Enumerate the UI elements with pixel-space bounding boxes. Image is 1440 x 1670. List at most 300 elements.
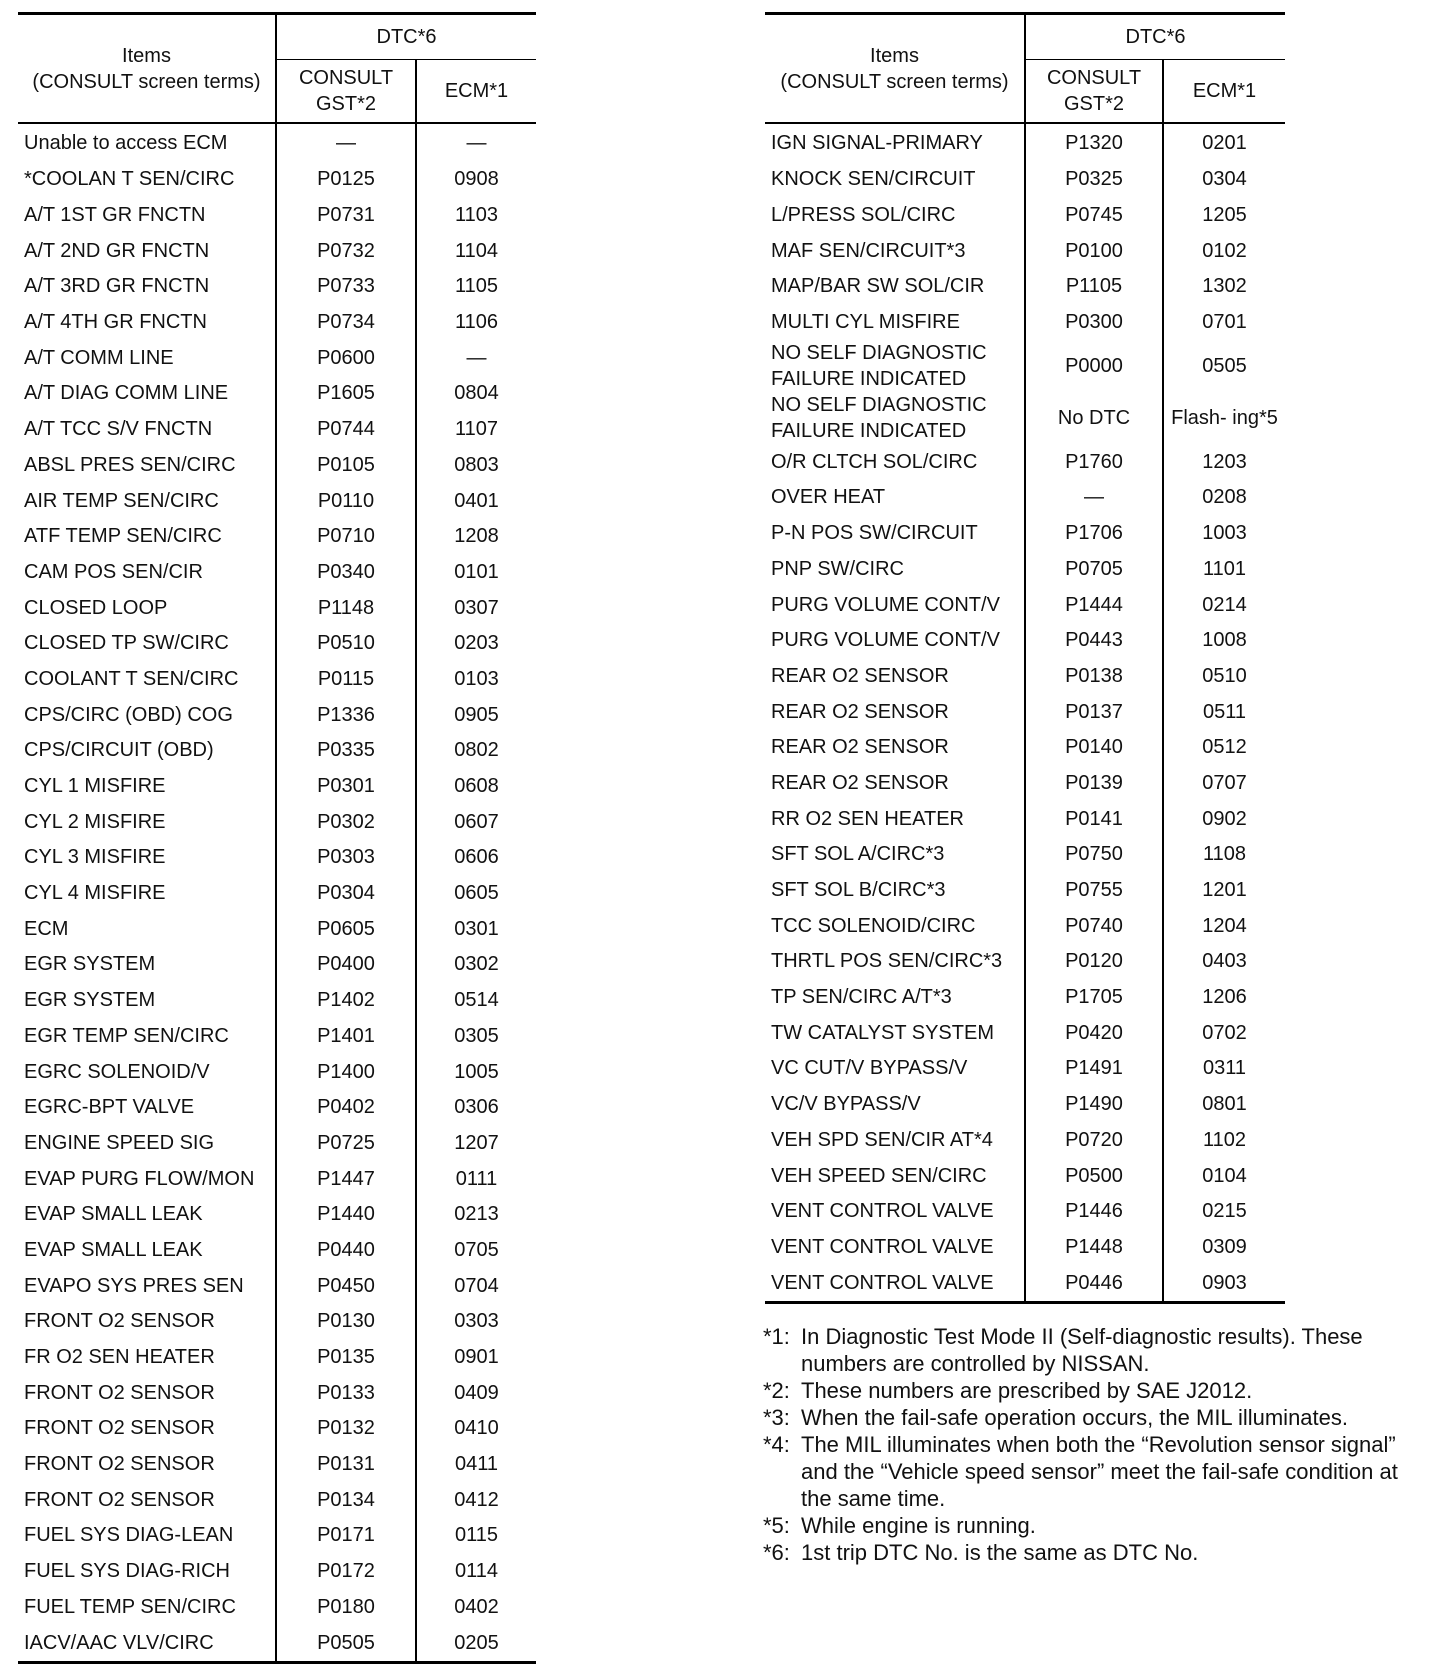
item-cell: A/T 3RD GR FNCTN: [18, 269, 276, 305]
item-cell: VENT CONTROL VALVE: [765, 1194, 1025, 1230]
table-row: [18, 1233, 536, 1269]
item-cell: PURG VOLUME CONT/V: [765, 623, 1025, 659]
footnote: [763, 1377, 1423, 1404]
table-row: [18, 1590, 536, 1626]
consult-gst-cell: —: [276, 123, 416, 162]
item-cell: EGRC SOLENOID/V: [18, 1054, 276, 1090]
ecm-cell: 1207: [454, 1131, 499, 1154]
ecm-cell: 0307: [454, 596, 499, 619]
table-row: [765, 198, 1285, 234]
consult-gst-cell: P0605: [276, 911, 416, 947]
item-cell: CAM POS SEN/CIR: [18, 555, 276, 591]
consult-gst-cell: P1400: [276, 1054, 416, 1090]
consult-gst-cell: P0131: [276, 1447, 416, 1483]
table-row: [765, 1230, 1285, 1266]
ecm-cell: 0804: [454, 382, 499, 405]
ecm-header: ECM*1: [416, 60, 536, 124]
consult-gst-cell: P0440: [276, 1233, 416, 1269]
consult-gst-cell: P0105: [276, 448, 416, 484]
ecm-cell: 1107: [455, 418, 499, 441]
table-row: [18, 1411, 536, 1447]
ecm-cell: 1204: [1202, 914, 1247, 937]
ecm-cell: 0101: [454, 560, 499, 583]
items-header: Items (CONSULT screen terms): [765, 14, 1025, 124]
ecm-cell: 0213: [454, 1203, 499, 1226]
consult-gst-cell: P0180: [276, 1590, 416, 1626]
table-row: [765, 766, 1285, 802]
item-cell: VC CUT/V BYPASS/V: [765, 1051, 1025, 1087]
consult-gst-cell: P0132: [276, 1411, 416, 1447]
table-row: [765, 1158, 1285, 1194]
table-row: [765, 587, 1285, 623]
consult-gst-cell: P0740: [1025, 908, 1163, 944]
footnote-text: When the fail-safe operation occurs, the MIL illuminates.: [801, 1405, 1349, 1430]
table-row: [18, 1375, 536, 1411]
ecm-cell: 0301: [454, 917, 499, 940]
item-cell: PNP SW/CIRC: [765, 552, 1025, 588]
item-cell: Unable to access ECM: [18, 123, 276, 162]
consult-gst-cell: P0125: [276, 162, 416, 198]
consult-gst-cell: P1336: [276, 697, 416, 733]
consult-gst-cell: P1401: [276, 1019, 416, 1055]
item-cell: A/T 1ST GR FNCTN: [18, 198, 276, 234]
ecm-cell: 0402: [454, 1595, 499, 1618]
ecm-cell: 0608: [454, 775, 499, 798]
consult-gst-cell: P0755: [1025, 873, 1163, 909]
ecm-cell: 1106: [455, 311, 499, 334]
consult-gst-cell: P0110: [276, 483, 416, 519]
item-cell: IACV/AAC VLV/CIRC: [18, 1625, 276, 1662]
ecm-cell: 0201: [1202, 131, 1247, 154]
item-cell: CPS/CIRCUIT (OBD): [18, 733, 276, 769]
consult-gst-cell: P0335: [276, 733, 416, 769]
item-cell: REAR O2 SENSOR: [765, 766, 1025, 802]
item-cell: VEH SPD SEN/CIR AT*4: [765, 1123, 1025, 1159]
item-cell: SFT SOL B/CIRC*3: [765, 873, 1025, 909]
item-cell: EVAPO SYS PRES SEN: [18, 1268, 276, 1304]
ecm-cell: 0701: [1202, 311, 1247, 334]
table-row: [18, 1482, 536, 1518]
item-cell: VEH SPEED SEN/CIRC: [765, 1158, 1025, 1194]
ecm-cell: 1206: [1202, 986, 1247, 1009]
consult-gst-cell: P0744: [276, 412, 416, 448]
consult-gst-cell: P1320: [1025, 123, 1163, 162]
ecm-cell: 0606: [454, 846, 499, 869]
ecm-cell: 0605: [454, 882, 499, 905]
table-row: [18, 162, 536, 198]
consult-gst-cell: P1444: [1025, 587, 1163, 623]
ecm-cell: 0309: [1202, 1235, 1247, 1258]
item-cell: EGR TEMP SEN/CIRC: [18, 1019, 276, 1055]
consult-gst-cell: P0172: [276, 1554, 416, 1590]
table-row: [18, 1126, 536, 1162]
table-row: [18, 269, 536, 305]
consult-gst-cell: P0710: [276, 519, 416, 555]
consult-gst-cell: P0500: [1025, 1158, 1163, 1194]
table-row: [18, 340, 536, 376]
table-row: [18, 1340, 536, 1376]
item-cell: FRONT O2 SENSOR: [18, 1482, 276, 1518]
consult-gst-cell: P0120: [1025, 944, 1163, 980]
ecm-cell: 0802: [454, 739, 499, 762]
ecm-cell: 0707: [1202, 771, 1247, 794]
consult-gst-cell: P0725: [276, 1126, 416, 1162]
consult-gst-cell: P0402: [276, 1090, 416, 1126]
table-row: [18, 840, 536, 876]
consult-gst-cell: P0720: [1025, 1123, 1163, 1159]
consult-gst-cell: P0340: [276, 555, 416, 591]
consult-gst-cell: P1105: [1025, 269, 1163, 305]
consult-gst-cell: P0171: [276, 1518, 416, 1554]
consult-gst-cell: P1446: [1025, 1194, 1163, 1230]
consult-gst-cell: P1760: [1025, 444, 1163, 480]
item-cell: TCC SOLENOID/CIRC: [765, 908, 1025, 944]
item-cell: ABSL PRES SEN/CIRC: [18, 448, 276, 484]
footnote-mark: *3:: [763, 1405, 790, 1430]
item-cell: OVER HEAT: [765, 480, 1025, 516]
item-cell: ATF TEMP SEN/CIRC: [18, 519, 276, 555]
item-cell: A/T TCC S/V FNCTN: [18, 412, 276, 448]
item-cell: A/T DIAG COMM LINE: [18, 376, 276, 412]
table-row: [18, 483, 536, 519]
ecm-cell: 0114: [455, 1560, 499, 1583]
table-row: [18, 123, 536, 162]
consult-gst-cell: P0446: [1025, 1265, 1163, 1302]
consult-gst-cell: P0300: [1025, 305, 1163, 341]
table-row: [18, 947, 536, 983]
consult-gst-cell: P0325: [1025, 162, 1163, 198]
consult-gst-cell: P0734: [276, 305, 416, 341]
item-cell: CLOSED LOOP: [18, 590, 276, 626]
consult-gst-cell: P0139: [1025, 766, 1163, 802]
item-cell: PURG VOLUME CONT/V: [765, 587, 1025, 623]
consult-gst-cell: P0420: [1025, 1015, 1163, 1051]
table-row: [18, 911, 536, 947]
footnotes: [763, 1323, 1423, 1566]
item-cell: CLOSED TP SW/CIRC: [18, 626, 276, 662]
consult-gst-cell: P0115: [276, 662, 416, 698]
consult-gst-cell: P0304: [276, 876, 416, 912]
table-row: [765, 1087, 1285, 1123]
table-row: [18, 1447, 536, 1483]
item-cell: THRTL POS SEN/CIRC*3: [765, 944, 1025, 980]
item-cell: AIR TEMP SEN/CIRC: [18, 483, 276, 519]
table-row: [765, 516, 1285, 552]
table-row: [765, 305, 1285, 341]
consult-gst-cell: P0134: [276, 1482, 416, 1518]
ecm-cell: 0512: [1202, 736, 1247, 759]
consult-gst-cell: P0138: [1025, 659, 1163, 695]
table-row: [18, 983, 536, 1019]
item-cell: FUEL TEMP SEN/CIRC: [18, 1590, 276, 1626]
table-row: [765, 1194, 1285, 1230]
consult-gst-cell: P1448: [1025, 1230, 1163, 1266]
footnote: [763, 1539, 1423, 1566]
table-row: [18, 1268, 536, 1304]
item-cell: CYL 1 MISFIRE: [18, 769, 276, 805]
ecm-cell: 0411: [455, 1453, 499, 1476]
ecm-cell: 1102: [1203, 1128, 1247, 1151]
ecm-cell: 0115: [455, 1524, 499, 1547]
consult-gst-cell: P1706: [1025, 516, 1163, 552]
table-row: [765, 908, 1285, 944]
consult-gst-cell: P0140: [1025, 730, 1163, 766]
item-cell: *COOLAN T SEN/CIRC: [18, 162, 276, 198]
ecm-cell: 0111: [455, 1167, 498, 1190]
ecm-cell: 0208: [1202, 486, 1247, 509]
table-row: [765, 269, 1285, 305]
table-row: [18, 1161, 536, 1197]
consult-gst-cell: P0705: [1025, 552, 1163, 588]
table-row: [765, 944, 1285, 980]
item-cell: ENGINE SPEED SIG: [18, 1126, 276, 1162]
ecm-cell: 0510: [1202, 664, 1247, 687]
ecm-cell: 0103: [454, 667, 499, 690]
table-row: [765, 1123, 1285, 1159]
item-cell: FRONT O2 SENSOR: [18, 1447, 276, 1483]
dtc-table-left: [18, 12, 536, 1664]
table-row: [18, 555, 536, 591]
ecm-cell: 0908: [454, 168, 499, 191]
ecm-cell: 0304: [1202, 168, 1247, 191]
item-cell: EVAP SMALL LEAK: [18, 1233, 276, 1269]
consult-gst-cell: P0130: [276, 1304, 416, 1340]
table-row: [765, 444, 1285, 480]
consult-gst-cell: P1490: [1025, 1087, 1163, 1123]
item-cell: NO SELF DIAGNOSTIC FAILURE INDICATED: [765, 340, 1025, 392]
ecm-cell: 0511: [1203, 700, 1247, 723]
ecm-cell: 0704: [454, 1274, 499, 1297]
ecm-cell: 1108: [1203, 843, 1247, 866]
footnote-mark: *4:: [763, 1432, 790, 1457]
consult-gst-cell: P0302: [276, 804, 416, 840]
item-cell: KNOCK SEN/CIRCUIT: [765, 162, 1025, 198]
item-cell: MULTI CYL MISFIRE: [765, 305, 1025, 341]
ecm-cell: 1103: [455, 204, 499, 227]
consult-gst-cell: P0600: [276, 340, 416, 376]
table-row: [18, 769, 536, 805]
items-header: Items (CONSULT screen terms): [18, 14, 276, 124]
ecm-cell: 0409: [454, 1381, 499, 1404]
ecm-cell: 1005: [454, 1060, 499, 1083]
consult-gst-header: CONSULT GST*2: [1025, 60, 1163, 124]
item-cell: IGN SIGNAL-PRIMARY: [765, 123, 1025, 162]
item-cell: CYL 2 MISFIRE: [18, 804, 276, 840]
table-row: [18, 1518, 536, 1554]
item-cell: VENT CONTROL VALVE: [765, 1230, 1025, 1266]
item-cell: EVAP SMALL LEAK: [18, 1197, 276, 1233]
item-cell: CYL 3 MISFIRE: [18, 840, 276, 876]
table-row: [765, 392, 1285, 444]
consult-gst-header: CONSULT GST*2: [276, 60, 416, 124]
item-cell: FRONT O2 SENSOR: [18, 1411, 276, 1447]
table-row: [18, 1625, 536, 1662]
consult-gst-cell: P0000: [1025, 340, 1163, 392]
ecm-cell: 0801: [1202, 1093, 1247, 1116]
footnote-text: While engine is running.: [801, 1513, 1036, 1538]
table-row: [765, 873, 1285, 909]
item-cell: EGR SYSTEM: [18, 983, 276, 1019]
item-cell: A/T COMM LINE: [18, 340, 276, 376]
item-cell: VC/V BYPASS/V: [765, 1087, 1025, 1123]
table-row: [18, 519, 536, 555]
ecm-cell: 1105: [455, 275, 499, 298]
item-cell: REAR O2 SENSOR: [765, 659, 1025, 695]
dtc-table-right-body: [765, 123, 1285, 1302]
ecm-cell: 0902: [1202, 807, 1247, 830]
item-cell: A/T 4TH GR FNCTN: [18, 305, 276, 341]
table-row: [18, 1090, 536, 1126]
item-cell: SFT SOL A/CIRC*3: [765, 837, 1025, 873]
ecm-cell: 0412: [454, 1488, 499, 1511]
ecm-cell: 0302: [454, 953, 499, 976]
ecm-cell: 1101: [1203, 557, 1247, 580]
footnote-mark: *6:: [763, 1540, 790, 1565]
table-row: [18, 697, 536, 733]
consult-gst-cell: P1605: [276, 376, 416, 412]
ecm-cell: 0403: [1202, 950, 1247, 973]
ecm-cell: 1008: [1202, 629, 1247, 652]
item-cell: A/T 2ND GR FNCTN: [18, 233, 276, 269]
consult-gst-cell: P0141: [1025, 801, 1163, 837]
consult-gst-cell: P0400: [276, 947, 416, 983]
footnote: [763, 1404, 1423, 1431]
table-row: [765, 980, 1285, 1016]
ecm-cell: 0903: [1163, 1265, 1285, 1302]
consult-gst-cell: P0731: [276, 198, 416, 234]
item-cell: NO SELF DIAGNOSTIC FAILURE INDICATED: [765, 392, 1025, 444]
consult-gst-cell: P0137: [1025, 694, 1163, 730]
ecm-cell: 0311: [1203, 1057, 1247, 1080]
footnote: [763, 1323, 1423, 1377]
item-cell: FRONT O2 SENSOR: [18, 1304, 276, 1340]
table-row: [18, 590, 536, 626]
item-cell: FUEL SYS DIAG-RICH: [18, 1554, 276, 1590]
consult-gst-cell: P0443: [1025, 623, 1163, 659]
ecm-cell: 0901: [454, 1346, 499, 1369]
ecm-cell: 1208: [454, 525, 499, 548]
table-row: [18, 198, 536, 234]
item-cell: EVAP PURG FLOW/MON: [18, 1161, 276, 1197]
consult-gst-cell: P1402: [276, 983, 416, 1019]
table-row: [18, 733, 536, 769]
consult-gst-cell: P1447: [276, 1161, 416, 1197]
ecm-cell: 0410: [454, 1417, 499, 1440]
ecm-cell: 1201: [1202, 879, 1247, 902]
consult-gst-cell: P0510: [276, 626, 416, 662]
table-row: [18, 233, 536, 269]
table-row: [18, 376, 536, 412]
footnote-text: These numbers are prescribed by SAE J2012.: [801, 1378, 1253, 1403]
ecm-cell: 1003: [1202, 522, 1247, 545]
ecm-cell: 0214: [1202, 593, 1247, 616]
ecm-cell: —: [466, 131, 487, 154]
footnote-text: The MIL illuminates when both the “Revolution sensor signal” and the “Vehicle speed sensor” meet the fail-safe condition at the same time.: [801, 1432, 1398, 1511]
ecm-cell: 0514: [454, 989, 499, 1012]
item-cell: REAR O2 SENSOR: [765, 730, 1025, 766]
item-cell: O/R CLTCH SOL/CIRC: [765, 444, 1025, 480]
consult-gst-cell: No DTC: [1025, 392, 1163, 444]
item-cell: MAF SEN/CIRCUIT*3: [765, 233, 1025, 269]
item-cell: ECM: [18, 911, 276, 947]
table-row: [18, 1054, 536, 1090]
consult-gst-cell: P0301: [276, 769, 416, 805]
ecm-cell: 0705: [454, 1238, 499, 1261]
dtc-table-left-body: [18, 123, 536, 1662]
table-row: [765, 123, 1285, 162]
table-row: [18, 1554, 536, 1590]
ecm-cell: 1104: [455, 239, 499, 262]
ecm-cell: 1302: [1202, 275, 1247, 298]
consult-gst-cell: P0505: [276, 1625, 416, 1662]
consult-gst-cell: P0732: [276, 233, 416, 269]
ecm-cell: 0306: [454, 1096, 499, 1119]
ecm-cell: 0702: [1202, 1021, 1247, 1044]
table-row: [18, 1304, 536, 1340]
item-cell: P-N POS SW/CIRCUIT: [765, 516, 1025, 552]
consult-gst-cell: P0450: [276, 1268, 416, 1304]
table-row: [765, 801, 1285, 837]
ecm-cell: 0203: [454, 632, 499, 655]
consult-gst-cell: P0133: [276, 1375, 416, 1411]
table-row: [18, 876, 536, 912]
ecm-cell: 0102: [1202, 239, 1247, 262]
item-cell: EGR SYSTEM: [18, 947, 276, 983]
consult-gst-cell: P0733: [276, 269, 416, 305]
item-cell: FUEL SYS DIAG-LEAN: [18, 1518, 276, 1554]
item-cell: COOLANT T SEN/CIRC: [18, 662, 276, 698]
footnote-mark: *2:: [763, 1378, 790, 1403]
consult-gst-cell: P0135: [276, 1340, 416, 1376]
ecm-cell: 0215: [1202, 1200, 1247, 1223]
item-cell: L/PRESS SOL/CIRC: [765, 198, 1025, 234]
ecm-cell: 0607: [454, 810, 499, 833]
item-cell: FR O2 SEN HEATER: [18, 1340, 276, 1376]
table-row: [18, 804, 536, 840]
ecm-cell: 0905: [454, 703, 499, 726]
dtc-group-header: DTC*6: [276, 14, 536, 60]
consult-gst-cell: —: [1025, 480, 1163, 516]
table-row: [18, 448, 536, 484]
table-row: [18, 305, 536, 341]
ecm-cell: 0401: [454, 489, 499, 512]
ecm-cell: 0305: [454, 1024, 499, 1047]
table-row: [765, 552, 1285, 588]
table-row: [765, 162, 1285, 198]
item-cell: MAP/BAR SW SOL/CIR: [765, 269, 1025, 305]
ecm-cell: 0505: [1202, 355, 1247, 378]
ecm-header: ECM*1: [1163, 60, 1285, 124]
table-row: [18, 662, 536, 698]
consult-gst-cell: P0303: [276, 840, 416, 876]
item-cell: CPS/CIRC (OBD) COG: [18, 697, 276, 733]
ecm-cell: —: [466, 346, 487, 369]
footnote-mark: *1:: [763, 1324, 790, 1349]
dtc-table-right: [765, 12, 1285, 1304]
ecm-cell: 0803: [454, 453, 499, 476]
item-cell: TW CATALYST SYSTEM: [765, 1015, 1025, 1051]
table-row: [18, 412, 536, 448]
table-row: [765, 659, 1285, 695]
dtc-group-header: DTC*6: [1025, 14, 1285, 60]
consult-gst-cell: P1491: [1025, 1051, 1163, 1087]
table-row: [765, 730, 1285, 766]
table-row: [18, 626, 536, 662]
footnote: [763, 1431, 1423, 1512]
consult-gst-cell: P0745: [1025, 198, 1163, 234]
table-row: [18, 1019, 536, 1055]
table-row: [765, 1015, 1285, 1051]
